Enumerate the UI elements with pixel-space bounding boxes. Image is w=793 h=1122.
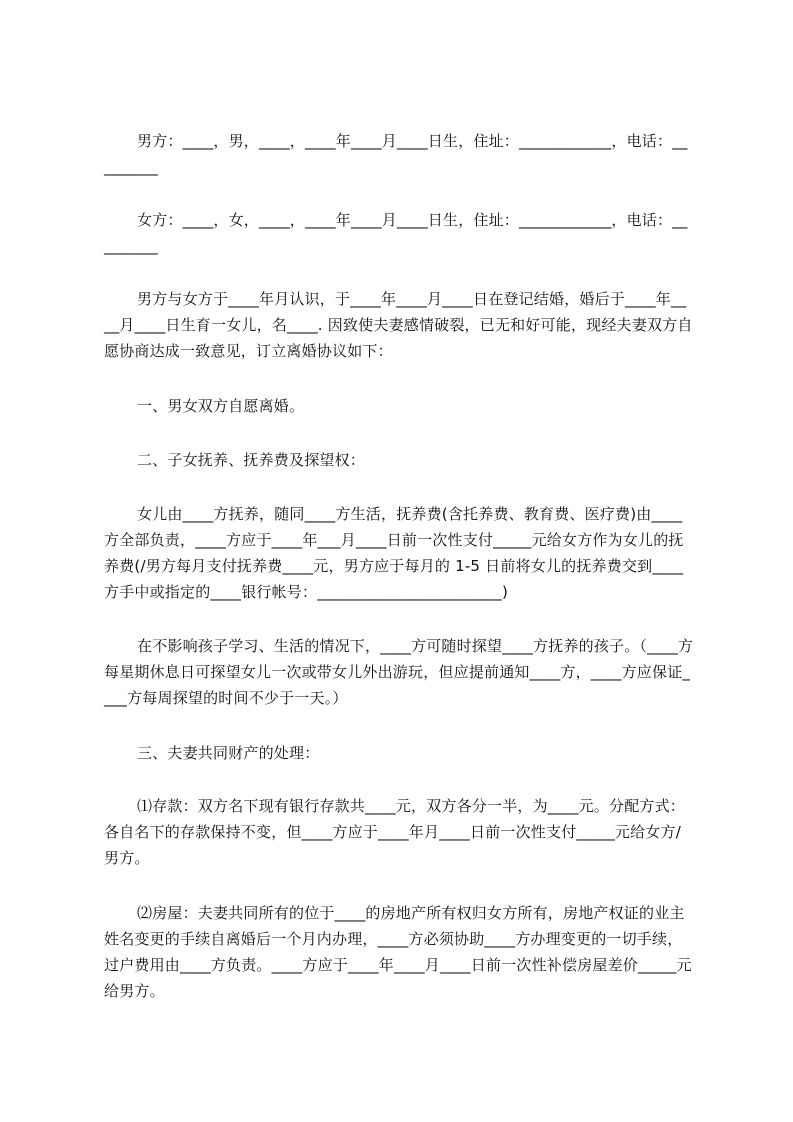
paragraph-child-custody: 女儿由____方抚养，随同____方生活，抚养费(含托养费、教育费、医疗费)由____方全部负责，____方应于____年___月____日前一次性支付_____元给女方作为女儿的抚养费(/男方每月支付抚养费____元，男方应于每月的 1-5 日前将女儿的抚养费交到____方手中或指定的____银行帐号：________________________)	[104, 505, 684, 601]
paragraph-marriage-background: 男方与女方于____年月认识，于____年____月____日在登记结婚，婚后于____年____月____日生育一女儿，名____. 因致使夫妻感情破裂，已无和好可能，现经夫妻双方自愿协商达成一致意见，订立离婚协议如下：	[104, 290, 693, 360]
heading-clause-3: 三、夫妻共同财产的处理：	[137, 744, 320, 762]
paragraph-savings: ⑴存款：双方名下现有银行存款共____元，双方各分一半，为____元。分配方式：各自名下的存款保持不变，但____方应于____年月____日前一次性支付_____元给女方/男方。	[104, 797, 686, 867]
paragraph-housing: ⑵房屋：夫妻共同所有的位于____的房地产所有权归女方所有，房地产权证的业主姓名变更的手续自离婚后一个月内办理，____方必须协助____方办理变更的一切手续，过户费用由____方负责。____方应于____年____月____日前一次性补偿房屋差价_____元给男方。	[104, 904, 692, 1000]
heading-clause-1: 一、男女双方自愿离婚。	[137, 397, 305, 415]
paragraph-female-party-info: 女方：____，女，____，____年____月____日生，住址：____________，电话：_________	[104, 211, 688, 255]
paragraph-male-party-info: 男方：____，男，____，____年____月____日生，住址：____________，电话：_________	[104, 132, 688, 176]
heading-clause-2: 二、子女抚养、抚养费及探望权：	[137, 451, 366, 469]
paragraph-visitation-rights: 在不影响孩子学习、生活的情况下，____方可随时探望____方抚养的孩子。（____方每星期休息日可探望女儿一次或带女儿外出游玩，但应提前通知____方，____方应保证____方每周探望的时间不少于一天。）	[104, 637, 694, 707]
